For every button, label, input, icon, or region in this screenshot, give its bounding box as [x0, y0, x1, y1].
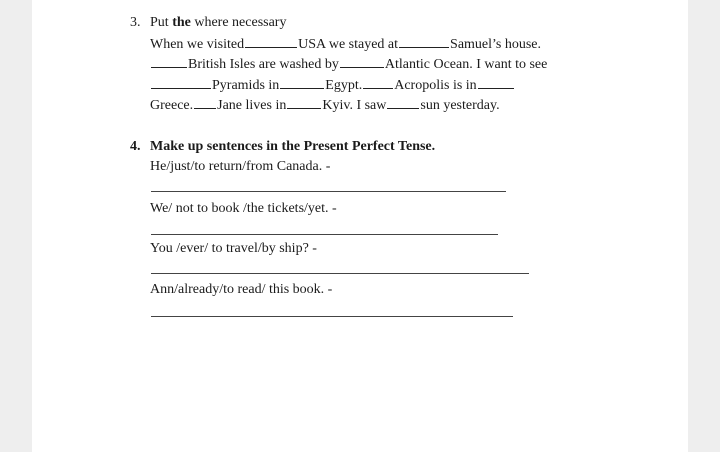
fill-blank[interactable] [151, 55, 187, 68]
task3-heading [130, 14, 286, 31]
fill-blank[interactable] [287, 96, 321, 109]
fill-blank[interactable] [245, 35, 297, 48]
task3-text: Egypt. [325, 78, 363, 93]
task3-title-post: where necessary [190, 15, 287, 30]
task3-text: British Isles are washed by [188, 57, 339, 72]
task3-text: USA we stayed at [298, 37, 399, 52]
task3-text: Jane lives in [217, 98, 287, 113]
task4-title: Make up sentences in the Present Perfect Tense. [150, 139, 436, 154]
fill-blank[interactable] [194, 96, 216, 109]
task3-text: Samuel’s house. [450, 37, 542, 52]
answer-line-3[interactable] [151, 273, 529, 274]
task4-number: 4. [130, 139, 141, 154]
task3-text: Acropolis is in [394, 78, 477, 93]
task4-prompt-3: You /ever/ to travel/by ship? - [150, 241, 317, 256]
fill-blank[interactable] [151, 76, 211, 89]
fill-blank[interactable] [399, 35, 449, 48]
task4-heading [130, 138, 435, 155]
task4-prompt-4: Ann/already/to read/ this book. - [150, 282, 333, 297]
answer-line-4[interactable] [151, 316, 513, 317]
task3-text: When we visited [150, 37, 245, 52]
task4-prompt-2: We/ not to book /the tickets/yet. - [150, 201, 337, 216]
task4-prompt-1: He/just/to return/from Canada. - [150, 159, 331, 174]
task3-title-bold: the [172, 15, 191, 30]
task3-number: 3. [130, 15, 141, 30]
answer-line-1[interactable] [151, 191, 506, 192]
fill-blank[interactable] [363, 76, 393, 89]
fill-blank[interactable] [280, 76, 324, 89]
task3-text: Greece. [150, 98, 194, 113]
task3-line-3 [150, 76, 515, 94]
task3-text: Pyramids in [212, 78, 280, 93]
fill-blank[interactable] [340, 55, 384, 68]
task3-line-1 [150, 35, 541, 53]
worksheet-page [32, 0, 688, 452]
task3-line-2 [150, 55, 547, 73]
task3-line-4 [150, 96, 500, 114]
task3-title-pre: Put [150, 15, 173, 30]
answer-line-2[interactable] [151, 234, 498, 235]
task3-text: Atlantic Ocean. I want to see [384, 57, 548, 72]
task3-text: Kyiv. I saw [322, 98, 387, 113]
task3-text: sun yesterday. [420, 98, 500, 113]
fill-blank[interactable] [478, 76, 514, 89]
fill-blank[interactable] [387, 96, 419, 109]
